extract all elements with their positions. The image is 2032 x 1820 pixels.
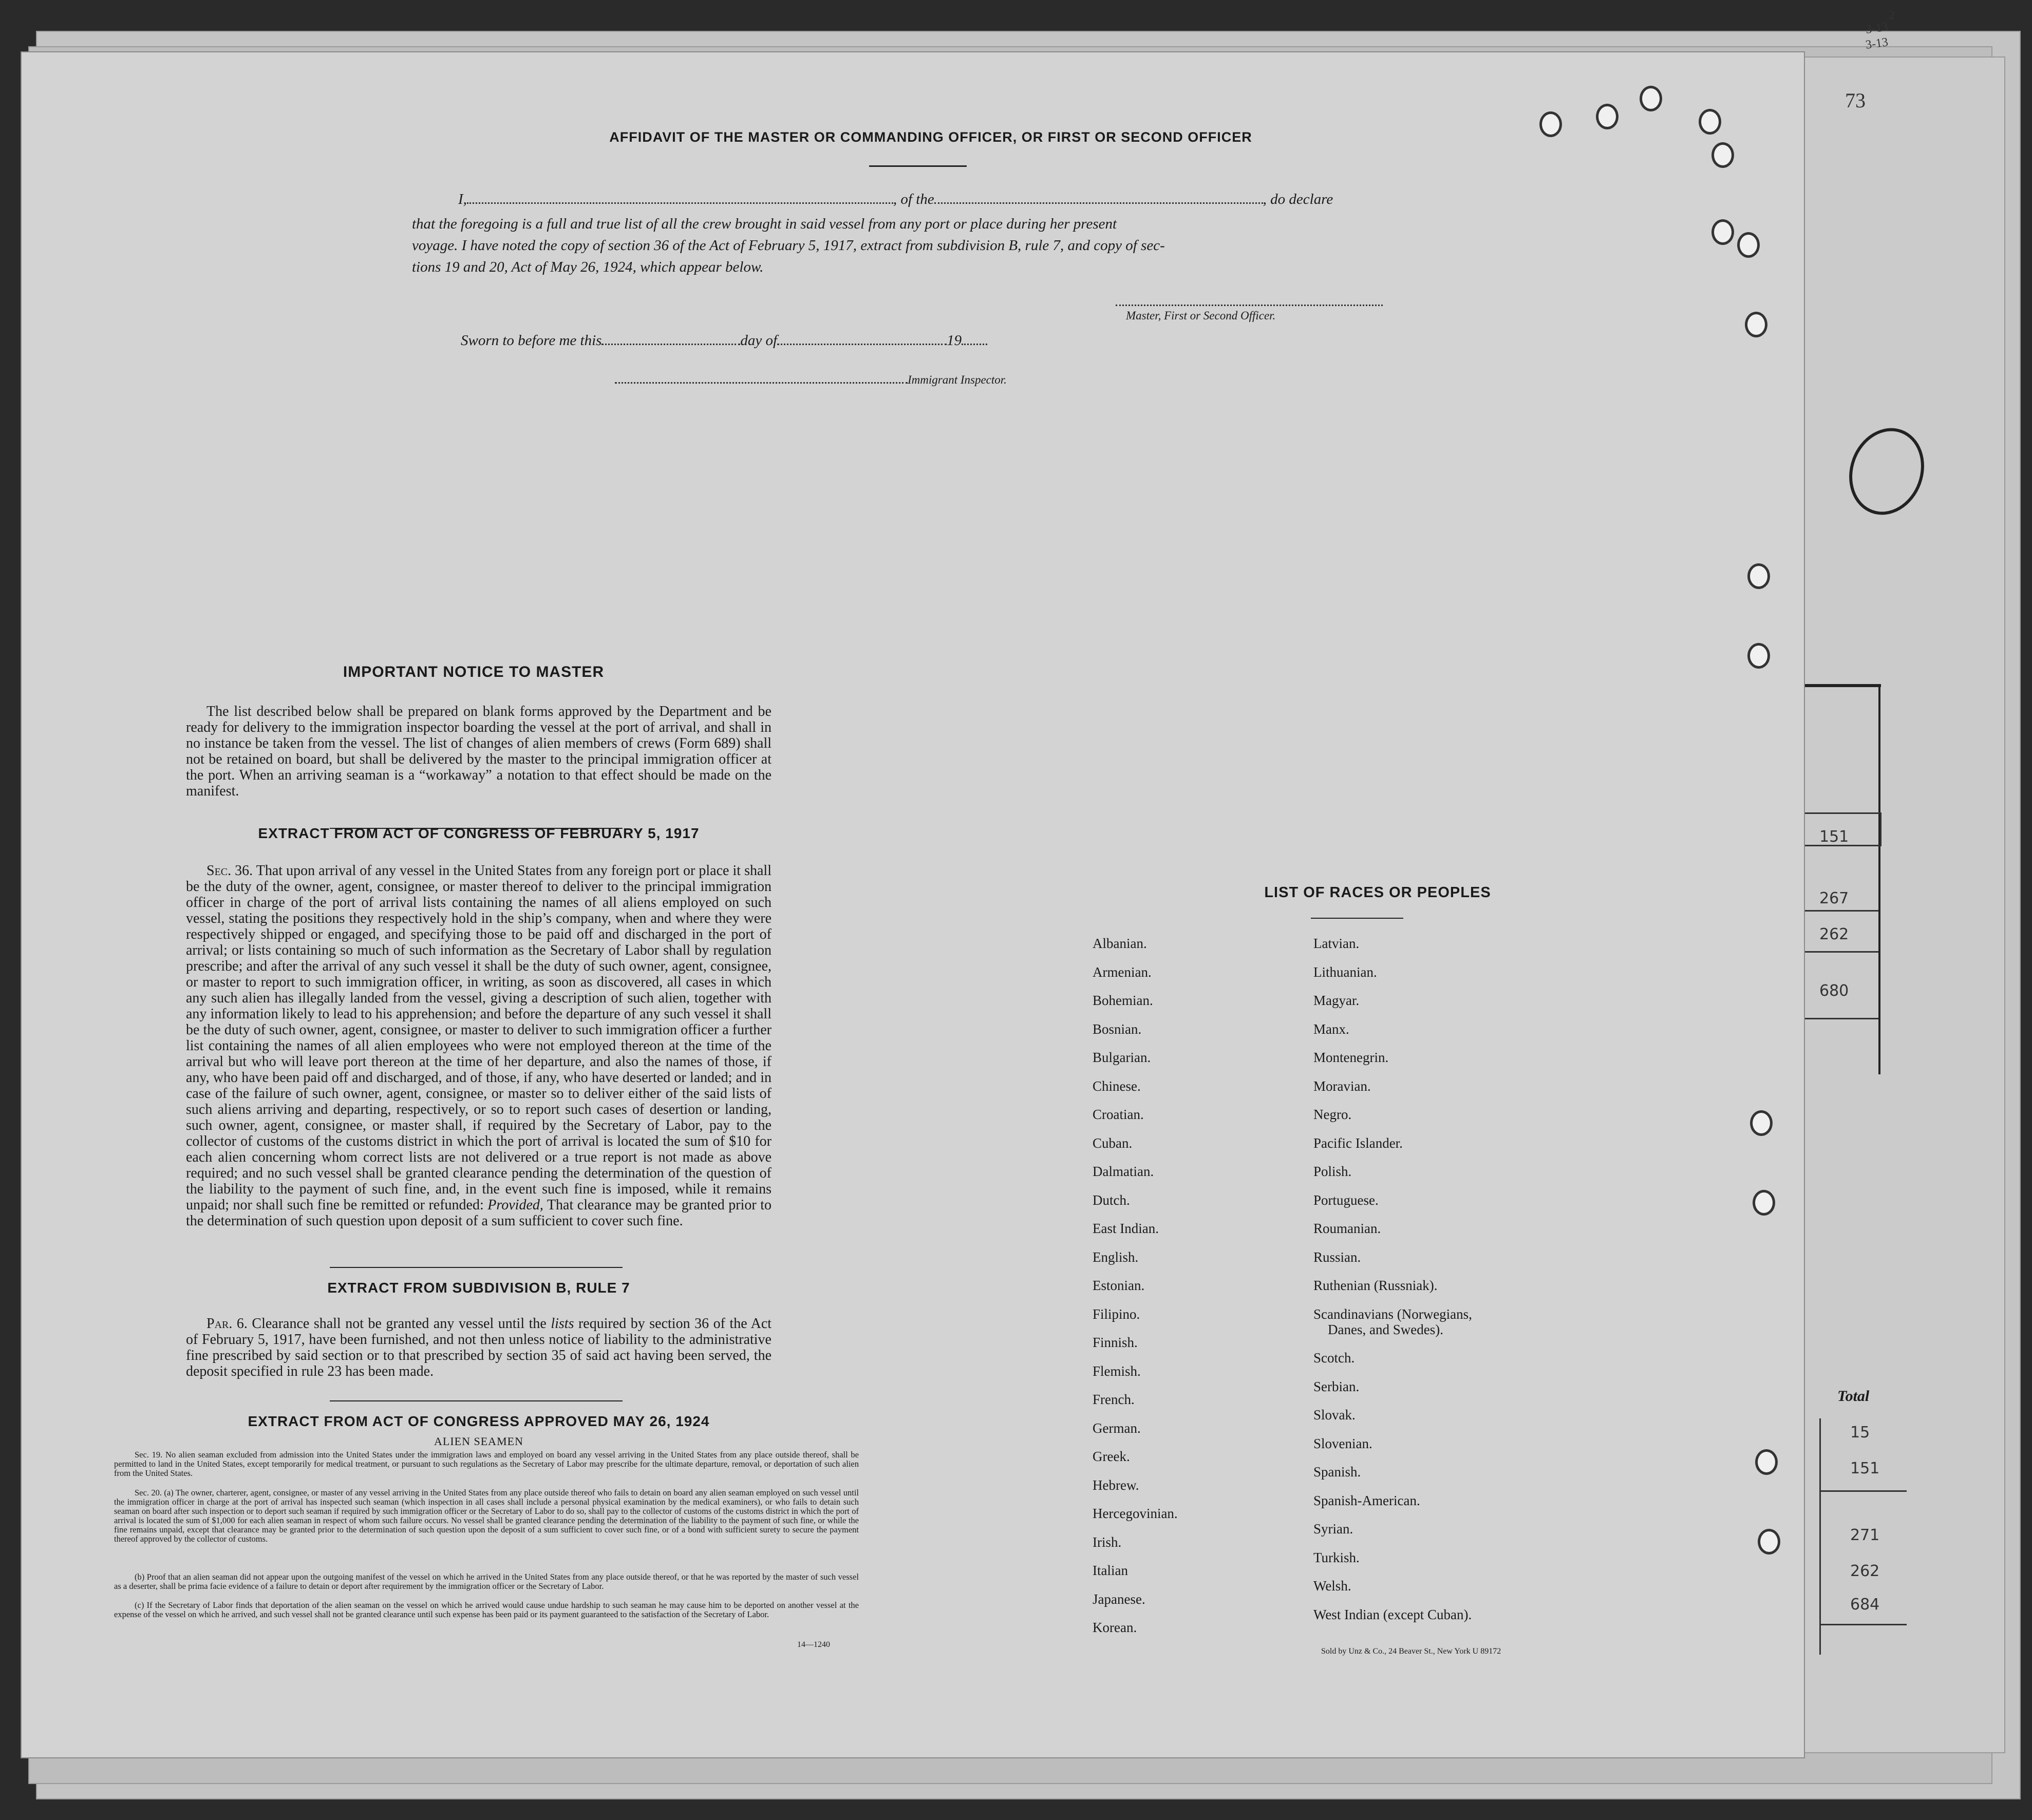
race-item: Irish. bbox=[1093, 1534, 1122, 1550]
total-number: 151 bbox=[1850, 1459, 1880, 1477]
race-item: Polish. bbox=[1313, 1164, 1352, 1179]
par-6-lists: lists bbox=[551, 1316, 574, 1332]
race-item: Hebrew. bbox=[1093, 1477, 1139, 1493]
affidavit-do-declare: , do declare bbox=[1263, 191, 1333, 207]
section-19-text: Sec. 19. No alien seaman excluded from admission into the United States under the immigration laws and employed on board any vessel arriving in the United States from any place outside thereof, shall be permitted to land in the United States, except temporarily for medical treatment, or pursuant to such regulations as the Secretary of Labor may prescribe for the ultimate departure, removal, or deportation of such alien from the United States. bbox=[114, 1450, 859, 1478]
par-6-text bbox=[186, 1316, 772, 1379]
total-column-line bbox=[1819, 1418, 1821, 1655]
race-item: Slovak. bbox=[1313, 1407, 1356, 1423]
race-item: Ruthenian (Russniak). bbox=[1313, 1278, 1438, 1293]
punch-hole bbox=[1750, 1110, 1773, 1136]
race-item: Greek. bbox=[1093, 1449, 1130, 1464]
race-item: Bohemian. bbox=[1093, 993, 1153, 1008]
vessel-blank[interactable] bbox=[934, 202, 1263, 204]
punch-hole bbox=[1747, 643, 1770, 669]
section-36-provided: Provided, bbox=[487, 1197, 543, 1213]
race-item: Dutch. bbox=[1093, 1192, 1130, 1208]
race-item: French. bbox=[1093, 1392, 1135, 1407]
handwritten-zero-mark bbox=[1837, 418, 1936, 525]
sworn-year-blank[interactable] bbox=[962, 343, 987, 345]
total-label: Total bbox=[1837, 1388, 1870, 1405]
punch-hole bbox=[1640, 86, 1662, 111]
extract-rule7-title: EXTRACT FROM SUBDIVISION B, RULE 7 bbox=[327, 1280, 630, 1296]
punch-hole bbox=[1753, 1190, 1775, 1216]
races-title: LIST OF RACES OR PEOPLES bbox=[1264, 884, 1491, 901]
race-item: West Indian (except Cuban). bbox=[1313, 1607, 1472, 1622]
inspector-label: Immigrant Inspector. bbox=[908, 373, 1007, 386]
section-36-body: That upon arrival of any vessel in the United States from any foreign port or place it shall be the duty of the owner, agent, consignee, or master thereof to deliver to the principal immigration officer in charge of the port of arrival lists containing the names of all aliens employed on such vessel, stating the positions they respectively hold in the ship’s company, when and where they were respectively shipped or engaged, and specifying those to be paid off and discharged in the port of arrival; or lists containing so much of such information as the Secretary of Labor shall by regulation prescribe; and after the arrival of any such vessel it shall be the duty of such owner, agent, consignee, or master to report to such immigration officer, in writing, as soon as discovered, all cases in which any such alien has illegally landed from the vessel, giving a description of such alien, together with any information likely to lead to his apprehension; and before the departure of any such vessel it shall be the duty of such owner, agent, consignee, or master to deliver to such immigration officer a further list containing the names of all alien employees who were not employed thereon at the time of the arrival but who will leave port thereon at the time of her departure, and also the names of those, if any, who have been paid off and discharged, and of those, if any, who have deserted or landed; and in case of the failure of such owner, agent, consignee, or master so to deliver either of the said lists of such aliens arriving and departing, respectively, or so to report such cases of desertion or landing, such owner, agent, consignee, or master shall, if required by the Secretary of Labor, pay to the collector of customs of the customs district in which the port of arrival is located the sum of $10 for each alien concerning whom correct lists are not delivered or a true report is not made as above required; and no such vessel shall be granted clearance pending the determination of the question of the liability to the payment of such fine, and, in the event such fine is imposed, while it remains unpaid; nor shall such fine be remitted or refunded: bbox=[186, 863, 772, 1213]
form-number: 14—1240 bbox=[797, 1640, 830, 1649]
punch-hole bbox=[1747, 563, 1770, 589]
table-rule bbox=[1819, 1624, 1907, 1625]
race-item: Latvian. bbox=[1313, 936, 1360, 951]
race-item: Turkish. bbox=[1313, 1550, 1360, 1565]
punch-hole bbox=[1699, 109, 1721, 135]
race-item: Serbian. bbox=[1313, 1379, 1360, 1394]
race-item: Moravian. bbox=[1313, 1078, 1371, 1094]
affidavit-i: I, bbox=[458, 191, 467, 207]
race-item: Lithuanian. bbox=[1313, 964, 1377, 980]
notice-title: IMPORTANT NOTICE TO MASTER bbox=[343, 663, 605, 680]
race-item: Syrian. bbox=[1313, 1521, 1353, 1537]
section-20a-text: Sec. 20. (a) The owner, charterer, agent, consignee, or master of any vessel arriving in the United States from any place outside thereof who fails to detain on board any alien seaman employed on such vessel until the immigration officer in charge at the port of arrival has inspected such seaman (which inspection in all cases shall include a personal physical examination by the medical examiners), or who fails to detain such seaman on board after such inspection or to deport such seaman if required by such immigration officer or the Secretary of Labor to do so, shall pay to the collector of customs of the customs district in which the port of arrival is located the sum of $1,000 for each alien seaman in respect of whom such failure occurs. No vessel shall be granted clearance pending the determination of the liability to the payment of such fine, or while the fine remains unpaid, except that clearance may be granted prior to the determination of such question upon the deposit of a sum sufficient to cover such fine, or of a bond with sufficient surety to secure the payment thereof approved by the collector of customs. bbox=[114, 1488, 859, 1544]
race-item: Manx. bbox=[1313, 1021, 1349, 1037]
master-label: Master, First or Second Officer. bbox=[1126, 309, 1276, 322]
section-20b-text: (b) Proof that an alien seaman did not appear upon the outgoing manifest of the vessel on which he arrived in the United States from any place outside thereof, or that he was reported by the master of such vessel as a deserter, shall be prima facie evidence of a failure to detain or deport after requirement by the immigration officer or the Secretary of Labor. bbox=[114, 1572, 859, 1591]
alien-seamen-subtitle: ALIEN SEAMEN bbox=[434, 1435, 523, 1448]
race-item: Korean. bbox=[1093, 1620, 1137, 1635]
section-20c-text: (c) If the Secretary of Labor finds that deportation of the alien seaman on the vessel on which he arrived would cause undue hardship to such seaman he may cause him to be deported on another vessel at the expense of the vessel on which he arrived, and such vessel shall not be granted clearance until such expense has been paid or its payment guaranteed to the satisfaction of the Secretary of Labor. bbox=[114, 1600, 859, 1619]
race-item: Spanish-American. bbox=[1313, 1493, 1420, 1508]
race-item: Italian bbox=[1093, 1563, 1128, 1578]
punch-hole bbox=[1711, 142, 1734, 168]
total-number: 684 bbox=[1850, 1596, 1880, 1614]
right-sheet-edge bbox=[1788, 9, 2005, 1753]
race-item: Albanian. bbox=[1093, 936, 1147, 951]
name-blank[interactable] bbox=[467, 202, 893, 204]
race-item: Magyar. bbox=[1313, 993, 1360, 1008]
year-prefix: 19 bbox=[947, 332, 962, 349]
notice-text: The list described below shall be prepared on blank forms approved by the Department and be ready for delivery to the immigration inspector boarding the vessel at the port of arrival, and shall in no instance be taken from the vessel. The list of changes of alien members of crews (Form 689) shall not be retained on board, but shall be delivered by the master to the principal immigration officer at the port. When an arriving seaman is a “workaway” a notation to that effect should be made on the manifest. bbox=[186, 704, 772, 799]
printer-credit: Sold by Unz & Co., 24 Beaver St., New York U 89172 bbox=[1321, 1647, 1501, 1656]
race-item: Spanish. bbox=[1313, 1464, 1361, 1480]
punch-hole bbox=[1758, 1529, 1780, 1554]
punch-hole bbox=[1755, 1449, 1778, 1475]
sworn-month-blank[interactable] bbox=[777, 343, 947, 345]
race-item: Armenian. bbox=[1093, 964, 1152, 980]
extract-1917-title: EXTRACT FROM ACT OF CONGRESS OF FEBRUARY 5, 1917 bbox=[258, 825, 700, 841]
day-of-text: day of bbox=[740, 332, 778, 349]
par-6-lead: Par. 6. bbox=[206, 1316, 248, 1332]
race-item: Chinese. bbox=[1093, 1078, 1141, 1094]
corner-note: 3-13 bbox=[1865, 35, 1889, 52]
margin-number: 262 bbox=[1819, 925, 1849, 943]
divider bbox=[869, 165, 967, 167]
total-number: 262 bbox=[1850, 1562, 1880, 1580]
race-item: Hercegovinian. bbox=[1093, 1506, 1178, 1521]
race-item: English. bbox=[1093, 1249, 1139, 1265]
form-page bbox=[21, 51, 1805, 1758]
sworn-line bbox=[461, 332, 1128, 349]
race-item: German. bbox=[1093, 1420, 1141, 1436]
section-36-lead: Sec. 36. bbox=[206, 863, 253, 879]
race-item: Filipino. bbox=[1093, 1306, 1140, 1322]
table-edge bbox=[1878, 684, 1880, 1074]
punch-hole bbox=[1596, 104, 1619, 129]
par-6-body1: Clearance shall not be granted any vessel until the bbox=[252, 1316, 547, 1332]
corner-note: 2 bbox=[1889, 9, 1895, 22]
corner-note: 3-13 bbox=[1865, 20, 1889, 36]
race-item: Japanese. bbox=[1093, 1591, 1145, 1607]
affidavit-of-the: , of the bbox=[893, 191, 934, 207]
divider bbox=[330, 1400, 623, 1401]
race-item: Dalmatian. bbox=[1093, 1164, 1154, 1179]
race-item: Flemish. bbox=[1093, 1363, 1141, 1379]
race-item: Bulgarian. bbox=[1093, 1050, 1151, 1065]
section-36-text bbox=[186, 863, 772, 1229]
race-item: Croatian. bbox=[1093, 1107, 1144, 1122]
total-number: 15 bbox=[1850, 1424, 1870, 1442]
race-item: Estonian. bbox=[1093, 1278, 1145, 1293]
margin-number: 267 bbox=[1819, 889, 1849, 907]
affidavit-text-line: tions 19 and 20, Act of May 26, 1924, which appear below. bbox=[412, 259, 764, 275]
race-item: Cuban. bbox=[1093, 1135, 1133, 1151]
affidavit-title: AFFIDAVIT OF THE MASTER OR COMMANDING OFFICER, OR FIRST OR SECOND OFFICER bbox=[609, 129, 1252, 145]
race-item: Pacific Islander. bbox=[1313, 1135, 1403, 1151]
inspector-line bbox=[615, 373, 1007, 387]
race-item: Scandinavians (Norwegians, bbox=[1313, 1306, 1472, 1322]
margin-number: 680 bbox=[1819, 982, 1849, 1000]
divider bbox=[1311, 918, 1403, 919]
race-item: Finnish. bbox=[1093, 1335, 1138, 1350]
divider bbox=[330, 1267, 623, 1268]
punch-hole bbox=[1737, 232, 1760, 258]
punch-hole bbox=[1745, 312, 1767, 337]
race-item: Russian. bbox=[1313, 1249, 1361, 1265]
race-item: Slovenian. bbox=[1313, 1436, 1372, 1451]
table-rule bbox=[1819, 1490, 1907, 1492]
total-number: 271 bbox=[1850, 1526, 1880, 1544]
section-36-tail: That clearance may be granted prior to the determination of such question upon deposit of a sum sufficient to cover such fine. bbox=[186, 1197, 772, 1229]
par-6-body2: required by section 36 of the Act of February 5, 1917, have been furnished, and not then unless notice of liability to the administrative fine prescribed by said section or to that prescribed by section 35 of said act having been served, the deposit specified in rule 23 has been made. bbox=[186, 1316, 772, 1379]
race-item: Scotch. bbox=[1313, 1350, 1355, 1366]
race-item: East Indian. bbox=[1093, 1221, 1159, 1236]
margin-number: 151 bbox=[1819, 828, 1849, 846]
race-item: Roumanian. bbox=[1313, 1221, 1381, 1236]
sworn-text: Sworn to before me this bbox=[461, 332, 602, 349]
race-item: Montenegrin. bbox=[1313, 1050, 1389, 1065]
race-item: Bosnian. bbox=[1093, 1021, 1142, 1037]
sworn-day-blank[interactable] bbox=[601, 343, 740, 345]
extract-1924-title: EXTRACT FROM ACT OF CONGRESS APPROVED MAY 26, 1924 bbox=[248, 1413, 710, 1429]
inspector-signature-blank[interactable] bbox=[615, 382, 908, 384]
affidavit-text-line: voyage. I have noted the copy of section 36 of the Act of February 5, 1917, extract from subdivision B, rule 7, and copy of sec- bbox=[412, 237, 1165, 254]
race-item: Negro. bbox=[1313, 1107, 1352, 1122]
race-item: Portuguese. bbox=[1313, 1192, 1379, 1208]
master-signature-blank[interactable] bbox=[1116, 304, 1383, 306]
punch-hole bbox=[1711, 219, 1734, 245]
punch-hole bbox=[1539, 111, 1562, 137]
race-item: Welsh. bbox=[1313, 1578, 1351, 1594]
page-number: 73 bbox=[1845, 89, 1866, 112]
affidavit-text-line: that the foregoing is a full and true list of all the crew brought in said vessel from any port or place during her present bbox=[412, 216, 1117, 232]
race-item: Danes, and Swedes). bbox=[1328, 1322, 1443, 1337]
affidavit-declaration-line bbox=[458, 191, 1414, 208]
